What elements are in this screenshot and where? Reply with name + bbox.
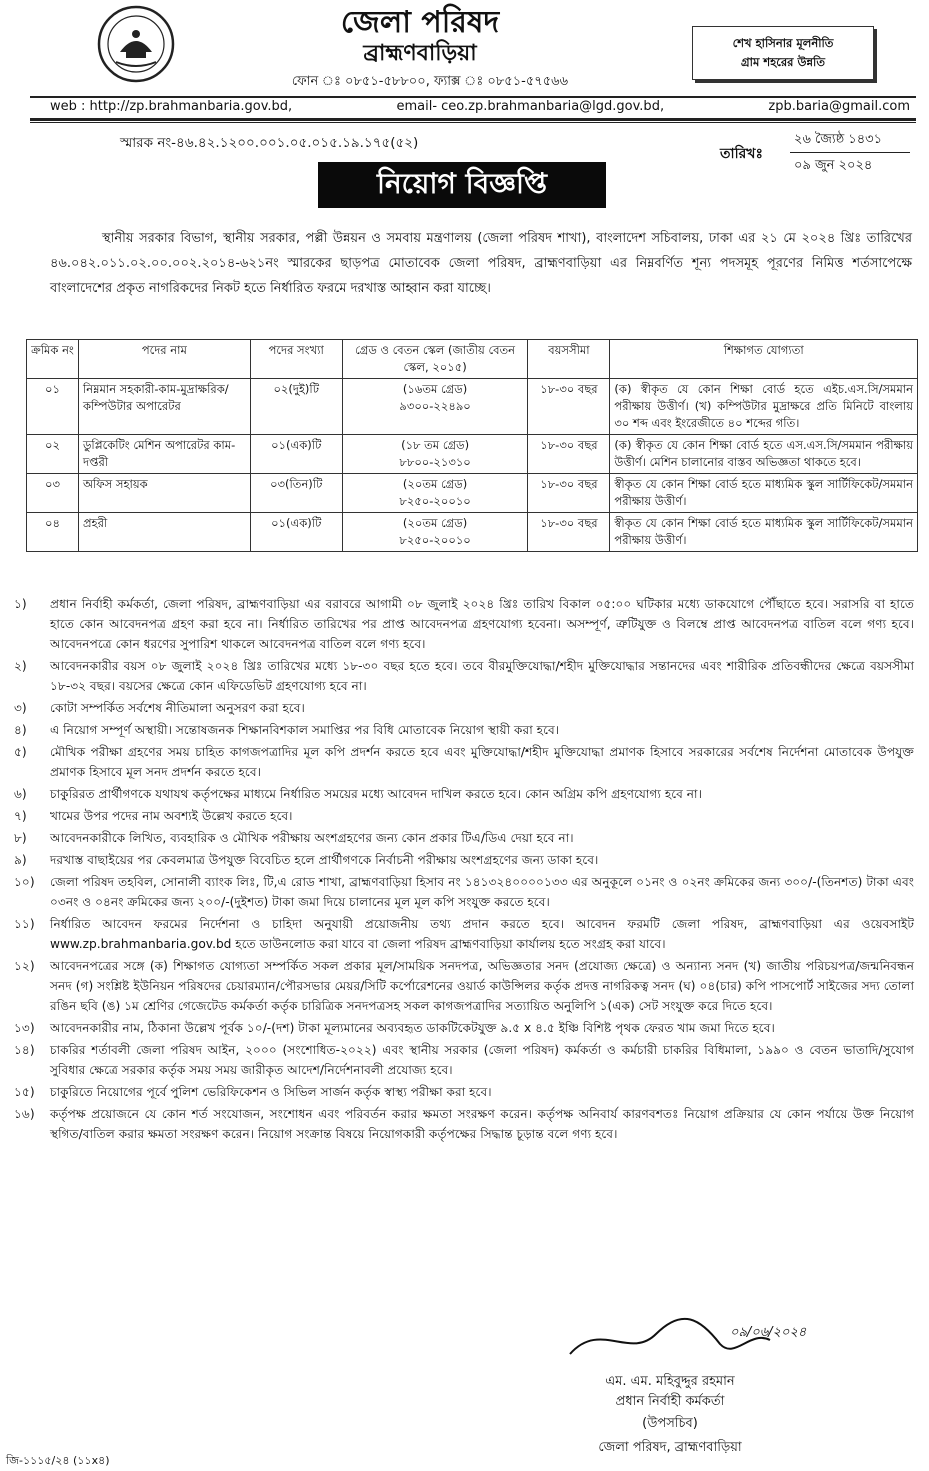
cell-grade bbox=[342, 474, 528, 513]
letterhead bbox=[0, 0, 929, 100]
cell-post: অফিস সহায়ক bbox=[78, 474, 250, 513]
list-item bbox=[14, 914, 914, 954]
condition-number: ২) bbox=[14, 659, 27, 673]
website-link[interactable]: web : http://zp.brahmanbaria.gov.bd, bbox=[50, 99, 293, 114]
condition-text: নির্ধারিত আবেদন ফরমের নির্দেশনা ও চাহিদা অনুযায়ী প্রয়োজনীয় তথ্য প্রদান করতে হবে। আবেদন ফরমটি জেলা পরিষদ, ব্রাহ্মণবাড়িয়া এর ওয়েবসাইট www.zp.brahmanbaria.gov.bd হতে ডাউনলোড করা যাবে বা জেলা পরিষদ ব্রাহ্মণবাড়িয়া কার্যালয় হতে সংগ্রহ করা যাবে। bbox=[50, 917, 914, 951]
date-english: ০৯ জুন ২০২৪ bbox=[794, 158, 873, 173]
cell-age: ১৮-৩০ বছর bbox=[528, 513, 610, 552]
condition-number: ১) bbox=[14, 597, 27, 611]
grade-label: (২০তম গ্রেড) bbox=[402, 477, 468, 491]
pay-scale: ৮২৫০-২০০১০ bbox=[399, 494, 471, 508]
cell-count: ০৩(তিন)টি bbox=[250, 474, 342, 513]
condition-text: আবেদনপত্রের সঙ্গে (ক) শিক্ষাগত যোগ্যতা সম্পর্কিত সকল প্রকার মূল/সাময়িক সনদপত্র, অভিজ্ঞতার সনদ (প্রযোজ্য ক্ষেত্রে) ও অন্যান্য সনদ (খ) জাতীয় পরিচয়পত্র/জন্মনিবন্ধন সনদ (গ) সংশ্লিষ্ট ইউনিয়ন পরিষদের চেয়ারম্যান/পৌরসভার মেয়র/সিটি কর্পোরেশনের ওয়ার্ড কাউন্সিলর কর্তৃক প্রদত্ত নাগরিকত্ব সনদ (ঘ) ০৪(চার) কপি পাসপোর্ট সাইজের সদ্য তোলা রঙিন ছবি (ঙ) ১ম শ্রেণির গেজেটেড কর্মকর্তা কর্তৃক চারিত্রিক সনদপত্রসহ সকল কাগজপত্রাদির সত্যায়িত অনুলিপি ১(এক) সেট সংযুক্ত করে দিতে হবে। bbox=[50, 959, 914, 1013]
thick-divider bbox=[30, 118, 916, 121]
cell-grade bbox=[342, 513, 528, 552]
condition-text: আবেদনকারীর বয়স ০৮ জুলাই ২০২৪ খ্রিঃ তারিখের মধ্যে ১৮-৩০ বছর হতে হবে। তবে বীরমুক্তিযোদ্ধা/শহীদ মুক্তিযোদ্ধার সন্তানদের এবং শারীরিক প্রতিবন্ধীদের ক্ষেত্রে বয়সসীমা ১৮-৩২ বছর। বয়সের ক্ষেত্রে কোন এফিডেভিট গ্রহণযোগ্য হবে না। bbox=[50, 659, 914, 693]
cell-count: ০১(এক)টি bbox=[250, 435, 342, 474]
pay-scale: ৮২৫০-২০০১০ bbox=[399, 533, 471, 547]
list-item bbox=[14, 1082, 914, 1102]
notice-banner: নিয়োগ বিজ্ঞপ্তি bbox=[318, 162, 606, 208]
cell-age: ১৮-৩০ বছর bbox=[528, 379, 610, 435]
signatory-office: জেলা পরিষদ, ব্রাহ্মণবাড়িয়া bbox=[598, 1440, 742, 1455]
condition-number: ৭) bbox=[14, 809, 27, 823]
signatory-name: এম. এম. মহিবুদ্দুর রহমান bbox=[605, 1374, 735, 1389]
cell-count: ০১(এক)টি bbox=[250, 513, 342, 552]
condition-number: ৬) bbox=[14, 787, 27, 801]
cell-qualification: (ক) স্বীকৃত যে কোন শিক্ষা বোর্ড হতে এইচ.এস.সি/সমমান পরীক্ষায় উত্তীর্ণ। (খ) কম্পিউটার মুদ্রাক্ষরে প্রতি মিনিটে বাংলায় ৩০ শব্দ এবং ইংরেজীতে ৪০ শব্দের গতি। bbox=[610, 379, 918, 435]
vacancy-table bbox=[26, 339, 918, 552]
condition-text: প্রধান নির্বাহী কর্মকর্তা, জেলা পরিষদ, ব্রাহ্মণবাড়িয়া এর বরাবরে আগামী ০৮ জুলাই ২০২৪ খ্রিঃ তারিখ বিকাল ০৫:০০ ঘটিকার মধ্যে ডাকযোগে পৌঁছাতে হবে। সরাসরি বা হাতে হাতে কোন আবেদনপত্র গ্রহণ করা হবে না। নির্ধারিত তারিখের পর প্রাপ্ত আবেদনপত্র গ্রহণযোগ্য হবেনা। অসম্পূর্ণ, ত্রুটিযুক্ত ও বিলম্বে প্রাপ্ত আবেদনপত্র বাতিল বলে গণ্য হবে। আবেদনপত্রে কোন ধরণের সুপারিশ থাকলে আবেদনপত্র বাতিল বলে গণ্য হবে। bbox=[50, 597, 914, 651]
condition-text: চাকুরিরত প্রার্থীগণকে যথাযথ কর্তৃপক্ষের মাধ্যমে নির্ধারিত সময়ের মধ্যে আবেদন দাখিল করতে হবে। কোন অগ্রিম কপি গ্রহণযোগ্য হবে না। bbox=[50, 787, 702, 801]
list-item bbox=[14, 806, 914, 826]
signatory-designation: প্রধান নির্বাহী কর্মকর্তা bbox=[615, 1394, 725, 1409]
condition-number: ১৫) bbox=[14, 1085, 35, 1099]
pay-scale: ৯৩০০-২২৪৯০ bbox=[399, 399, 471, 413]
date-divider bbox=[790, 152, 910, 153]
condition-text: আবেদনকারীকে লিখিত, ব্যবহারিক ও মৌখিক পরীক্ষায় অংশগ্রহণের জন্য কোন প্রকার টিএ/ডিএ দেয়া হবে না। bbox=[50, 831, 574, 845]
condition-text: দরখাস্ত বাছাইয়ের পর কেবলমাত্র উপযুক্ত বিবেচিত হলে প্রার্থীগণকে নির্বাচনী পরীক্ষায় অংশগ্রহণের জন্য ডাকা হবে। bbox=[50, 853, 599, 867]
slogan-line-1: শেখ হাসিনার মূলনীতি bbox=[732, 36, 834, 50]
list-item bbox=[14, 720, 914, 740]
condition-text: খামের উপর পদের নাম অবশ্যই উল্লেখ করতে হবে। bbox=[50, 809, 293, 823]
condition-text: কোটা সম্পর্কিত সর্বশেষ নীতিমালা অনুসরণ করা হবে। bbox=[50, 701, 305, 715]
phone-fax: ফোন ঃ ০৮৫১-৫৮৮০০, ফ্যাক্স ঃ ০৮৫১-৫৭৫৬৬ bbox=[291, 74, 569, 89]
email-link[interactable]: email- ceo.zp.brahmanbaria@lgd.gov.bd, bbox=[396, 99, 665, 114]
header-age: বয়সসীমা bbox=[528, 340, 610, 379]
conditions-list bbox=[14, 594, 914, 1146]
memo-number: স্মারক নং-৪৬.৪২.১২০০.০০১.০৫.০১৫.১৯.১৭৫(৫২) bbox=[120, 135, 419, 151]
cell-grade bbox=[342, 435, 528, 474]
cell-qualification: (ক) স্বীকৃত যে কোন শিক্ষা বোর্ড হতে এস.এস.সি/সমমান পরীক্ষায় উত্তীর্ণ। মেশিন চালানোর বাস্তব অভিজ্ঞতা থাকতে হবে। bbox=[610, 435, 918, 474]
date-block bbox=[720, 128, 910, 178]
date-label: তারিখঃ bbox=[720, 146, 763, 162]
list-item bbox=[14, 850, 914, 870]
list-item bbox=[14, 784, 914, 804]
condition-number: ৯) bbox=[14, 853, 27, 867]
office-title: জেলা পরিষদ bbox=[340, 5, 500, 40]
header-divider bbox=[30, 96, 916, 98]
cell-qualification: স্বীকৃত যে কোন শিক্ষা বোর্ড হতে মাধ্যমিক স্কুল সার্টিফিকেট/সমমান পরীক্ষায় উত্তীর্ণ। bbox=[610, 474, 918, 513]
list-item bbox=[14, 656, 914, 696]
header-count: পদের সংখ্যা bbox=[250, 340, 342, 379]
condition-number: ৮) bbox=[14, 831, 27, 845]
table-row bbox=[27, 379, 918, 435]
cell-serial: ০৩ bbox=[27, 474, 79, 513]
print-code: জি-১১১৫/২৪ (১১x৪) bbox=[6, 1454, 110, 1467]
cell-post: প্রহরী bbox=[78, 513, 250, 552]
signature-date: ০৯/০৬/২০২৪ bbox=[730, 1325, 807, 1340]
thin-divider bbox=[30, 122, 916, 123]
condition-number: ১৪) bbox=[14, 1043, 35, 1057]
condition-text: এ নিয়োগ সম্পূর্ণ অস্থায়ী। সন্তোষজনক শিক্ষানবিশকাল সমাপ্তির পর বিধি মোতাবেক নিয়োগ স্থায়ী করা হবে। bbox=[50, 723, 560, 737]
pay-scale: ৮৮০০-২১৩১০ bbox=[399, 455, 471, 469]
condition-text: চাকরির শর্তাবলী জেলা পরিষদ আইন, ২০০০ (সংশোধিত-২০২২) এবং স্থানীয় সরকার (জেলা পরিষদ) কর্মকর্তা ও কর্মচারী চাকরির বিধিমালা, ১৯৯০ ও বেতন ভাতাদি/সুযোগ সুবিধার ক্ষেত্রে সরকার কর্তৃক সময় সময় জারীকৃত আদেশ/নির্দেশনাবলী প্রযোজ্য হবে। bbox=[50, 1043, 914, 1077]
header-grade: গ্রেড ও বেতন স্কেল (জাতীয় বেতন স্কেল, ২০১৫) bbox=[342, 340, 528, 379]
handwritten-signature-icon bbox=[560, 1310, 860, 1366]
header-serial: ক্রমিক নং bbox=[27, 340, 79, 379]
gmail-link[interactable]: zpb.baria@gmail.com bbox=[768, 99, 910, 114]
list-item bbox=[14, 594, 914, 654]
list-item bbox=[14, 742, 914, 782]
list-item bbox=[14, 698, 914, 718]
zila-parishad-logo-icon bbox=[96, 4, 176, 84]
grade-label: (২০তম গ্রেড) bbox=[402, 516, 468, 530]
cell-post: নিম্নমান সহকারী-কাম-মুদ্রাক্ষরিক/কম্পিউটার অপারেটর bbox=[78, 379, 250, 435]
slogan-line-2: গ্রাম শহরের উন্নতি bbox=[741, 55, 825, 69]
table-row bbox=[27, 513, 918, 552]
cell-age: ১৮-৩০ বছর bbox=[528, 474, 610, 513]
signatory-rank: (উপসচিব) bbox=[642, 1416, 698, 1431]
cell-serial: ০১ bbox=[27, 379, 79, 435]
list-item bbox=[14, 1104, 914, 1144]
condition-text: কর্তৃপক্ষ প্রয়োজনে যে কোন শর্ত সংযোজন, সংশোধন এবং পরিবর্তন করার ক্ষমতা সংরক্ষণ করেন। কর্তৃপক্ষ অনিবার্য কারণবশতঃ নিয়োগ প্রক্রিয়ার যে কোন পর্যায়ে উক্ত নিয়োগ স্থগিত/বাতিল করার ক্ষমতা সংরক্ষণ করেন। নিয়োগ সংক্রান্ত বিষয়ে নিয়োগকারী কর্তৃপক্ষের সিদ্ধান্ত চূড়ান্ত বলে গণ্য হবে। bbox=[50, 1107, 914, 1141]
condition-number: ৪) bbox=[14, 723, 27, 737]
list-item bbox=[14, 1040, 914, 1080]
condition-text: আবেদনকারীর নাম, ঠিকানা উল্লেখ পূর্বক ১০/-(দশ) টাকা মূল্যমানের অব্যবহৃত ডাকটিকেটযুক্ত ৯.৫ x ৪.৫ ইঞ্চি বিশিষ্ট পৃথক ফেরত খাম জমা দিতে হবে। bbox=[50, 1021, 775, 1035]
cell-serial: ০৪ bbox=[27, 513, 79, 552]
list-item bbox=[14, 1018, 914, 1038]
condition-number: ৫) bbox=[14, 745, 27, 759]
cell-count: ০২(দুই)টি bbox=[250, 379, 342, 435]
condition-number: ৩) bbox=[14, 701, 27, 715]
grade-label: (১৮ তম গ্রেড) bbox=[401, 438, 470, 452]
cell-grade bbox=[342, 379, 528, 435]
cell-post: ডুপ্লিকেটিং মেশিন অপারেটর কাম-দপ্তরী bbox=[78, 435, 250, 474]
office-district: ব্রাহ্মণবাড়িয়া bbox=[363, 40, 477, 66]
list-item bbox=[14, 956, 914, 1016]
table-row bbox=[27, 435, 918, 474]
list-item bbox=[14, 828, 914, 848]
condition-text: চাকুরিতে নিয়োগের পূর্বে পুলিশ ভেরিফিকেশন ও সিভিল সার্জন কর্তৃক স্বাস্থ্য পরীক্ষা করা হবে। bbox=[50, 1085, 492, 1099]
table-row bbox=[27, 474, 918, 513]
list-item bbox=[14, 872, 914, 912]
header-post: পদের নাম bbox=[78, 340, 250, 379]
grade-label: (১৬তম গ্রেড) bbox=[402, 382, 468, 396]
condition-text: জেলা পরিষদ তহবিল, সোনালী ব্যাংক লিঃ, টি,এ রোড শাখা, ব্রাহ্মণবাড়িয়া হিসাব নং ১৪১৩২৪০০০০১৩৩ এর অনুকূলে ০১নং ও ০২নং ক্রমিকের জন্য ৩০০/-(তিনশত) টাকা এবং ০৩নং ও ০৪নং ক্রমিকের জন্য ২০০/-(দুইশত) টাকা জমা দিয়ে চালানের মূল মূল কপি সংযুক্ত করতে হবে। bbox=[50, 875, 914, 909]
signature-block bbox=[520, 1310, 920, 1470]
condition-number: ১৬) bbox=[14, 1107, 35, 1121]
cell-age: ১৮-৩০ বছর bbox=[528, 435, 610, 474]
cell-qualification: স্বীকৃত যে কোন শিক্ষা বোর্ড হতে মাধ্যমিক স্কুল সার্টিফিকেট/সমমান পরীক্ষায় উত্তীর্ণ। bbox=[610, 513, 918, 552]
condition-number: ১০) bbox=[14, 875, 35, 889]
table-header-row bbox=[27, 340, 918, 379]
web-email-line bbox=[50, 99, 910, 114]
cell-serial: ০২ bbox=[27, 435, 79, 474]
intro-paragraph: স্থানীয় সরকার বিভাগ, স্থানীয় সরকার, পল্লী উন্নয়ন ও সমবায় মন্ত্রণালয় (জেলা পরিষদ শাখা), বাংলাদেশ সচিবালয়, ঢাকা এর ২১ মে ২০২৪ খ্রিঃ তারিখের ৪৬.০৪২.০১১.০২.০০.০০২.২০১৪-৬২১নং স্মারকের ছাড়পত্র মোতাবেক জেলা পরিষদ, ব্রাহ্মণবাড়িয়া এর নিম্নবর্ণিত শূন্য পদসমূহ পূরণের নিমিত্ত শর্তসাপেক্ষে বাংলাদেশের প্রকৃত নাগরিকদের নিকট হতে নির্ধারিত ফরমে দরখাস্ত আহ্বান করা যাচ্ছে। bbox=[50, 231, 912, 296]
header-qualification: শিক্ষাগত যোগ্যতা bbox=[610, 340, 918, 379]
condition-number: ১১) bbox=[14, 917, 35, 931]
condition-number: ১২) bbox=[14, 959, 35, 973]
condition-text: মৌখিক পরীক্ষা গ্রহণের সময় চাহিত কাগজপত্রাদির মূল কপি প্রদর্শন করতে হবে এবং মুক্তিযোদ্ধা/শহীদ মুক্তিযোদ্ধা প্রমাণক হিসাবে সরকারের সর্বশেষ নির্দেশনা মোতাবেক উপযুক্ত প্রমাণক হিসাবে মূল সনদ প্রদর্শন করতে হবে। bbox=[50, 745, 914, 779]
condition-number: ১৩) bbox=[14, 1021, 35, 1035]
date-bangla: ২৬ জ্যৈষ্ঠ ১৪৩১ bbox=[794, 132, 883, 147]
slogan-box bbox=[692, 26, 874, 80]
